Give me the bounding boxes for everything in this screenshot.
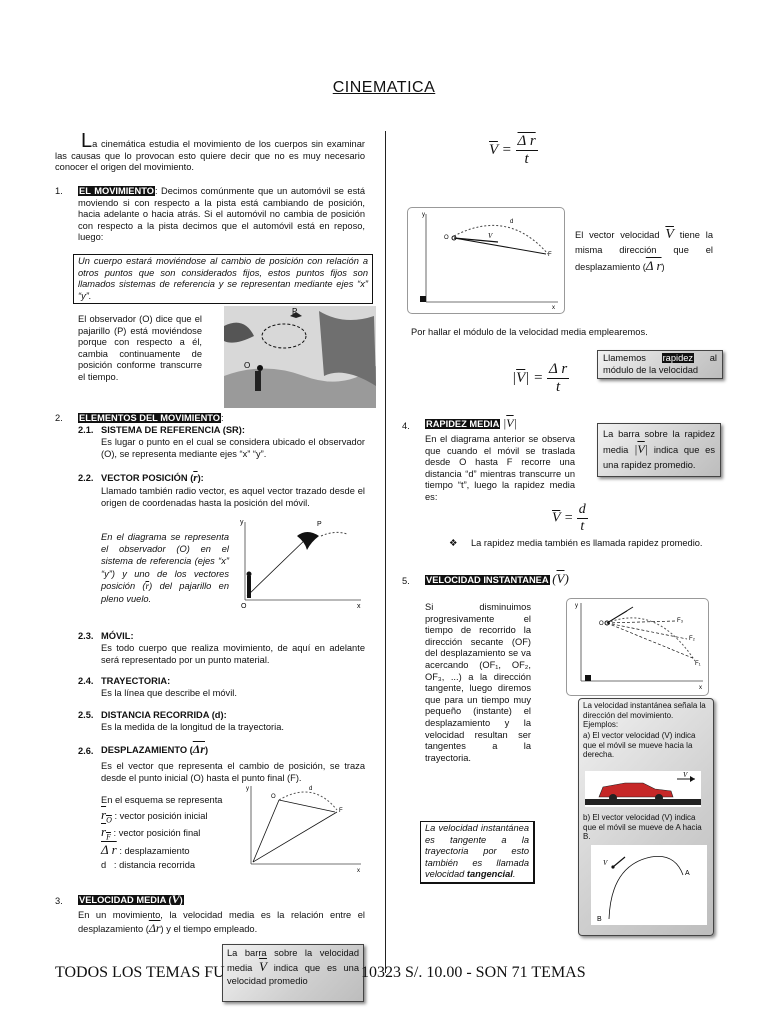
- section-3-text-b: ) y el tiempo empleado.: [160, 924, 258, 934]
- velocity-formula: $\overline{V}$ = $\frac{\text{Δ r}}{t}$: [489, 133, 536, 167]
- vel-text-a: El vector velocidad: [575, 230, 660, 240]
- s4-box-v-symbol: $|\overline{V}|$: [634, 442, 649, 456]
- section-5-number: 5.: [402, 576, 410, 586]
- car-illustration: [585, 771, 701, 807]
- scheme-ro: [101, 809, 207, 826]
- vf-v: $\overline{V}$: [489, 141, 498, 158]
- item-2-2-heading: [101, 473, 204, 485]
- vf-num: Δ r: [517, 133, 536, 149]
- velocity-vector-diagram: [407, 207, 565, 314]
- item-2-6-heading-text: DESPLAZAMIENTO (: [101, 745, 193, 755]
- scheme-d: d : distancia recorrida: [101, 860, 196, 870]
- item-2-1-text: Es lugar o punto en el cual se considera ubicado el observador (O), se representa mediante ejes “x” “y”.: [101, 437, 365, 459]
- section-3-heading: [78, 892, 184, 906]
- vel-delta-r: Δ r: [645, 258, 662, 273]
- rapidez-box-hl: rapidez: [662, 353, 694, 363]
- vector-r-symbol: $\overline{r}$: [193, 472, 198, 484]
- section-2-colon: :: [221, 413, 224, 423]
- footer-left: TODOS LOS TEMAS FU: [55, 964, 225, 981]
- section-4-bullet: La rapidez media también es llamada rapidez promedio.: [471, 538, 703, 548]
- section-4-text: En el diagrama anterior se observa que cuando el móvil se traslada desde O hasta F recorre una distancia “d” mientras transcurre un tiempo “t”, luego la rapidez media es:: [425, 434, 575, 502]
- mf-num: Δ r: [549, 361, 568, 377]
- msf-v: $\overline{V}$: [552, 510, 561, 526]
- car-v-label: V: [683, 771, 688, 779]
- vf-den: t: [524, 151, 529, 167]
- item-2-2-heading-text: VECTOR POSICIÓN (: [101, 473, 194, 483]
- label-x-4: x: [552, 305, 555, 311]
- section-2-number: 2.: [55, 413, 63, 423]
- s4-box-b: indica que es una rapidez promedio.: [603, 445, 715, 470]
- section-4-heading: RAPIDEZ MEDIA: [426, 419, 500, 429]
- mean-speed-formula: $\overline{V}$ = $\frac{d}{t}$: [552, 502, 586, 534]
- section-2-heading: ELEMENTOS DEL MOVIMIENTO: [79, 413, 221, 423]
- label-O-3: O: [271, 794, 276, 800]
- rf-symbol: $r_F$: [101, 824, 111, 842]
- displacement-diagram: [243, 782, 365, 872]
- label-P: P: [292, 307, 298, 316]
- item-2-1-heading: SISTEMA DE REFERENCIA (SR):: [101, 425, 245, 435]
- section-3-delta-r: $\overline{\Delta r}$: [148, 921, 161, 935]
- section-5-text: Si disminuimos progresivamente el tiempo de recorrido la dirección secante (OF) del desplazamiento se va acercando (OF₁, OF₂, OF₃, ...) a la dirección tangente, luego diremos que para un tiempo muy pequeño (instante) el desplazamiento y la velocidad resultan ser tangentes a la trayectoria.: [425, 602, 531, 763]
- item-2-6-text: Es el vector que representa el cambio de posición, se traza desde el punto inicial (O) hasta el punto final (F).: [101, 761, 365, 783]
- label-x-3: x: [357, 868, 360, 872]
- item-2-6-heading: [101, 744, 208, 757]
- label-O-2: O: [241, 603, 247, 610]
- item-2-6-heading-tail: ): [204, 745, 209, 755]
- label-O-4: O: [444, 235, 449, 241]
- observer-text: El observador (O) dice que el pajarillo (P) está moviéndose porque con respecto a él, cambia continuamente de posición conforme transcurre el tiempo.: [78, 314, 202, 382]
- rapidez-bar-note-box: [597, 423, 721, 477]
- bottom-box-text-b: indica que es una velocidad promedio: [227, 963, 359, 986]
- s4-box-a: La barra sobre la rapidez media: [603, 429, 715, 455]
- s4-v: $\overline{V}$: [506, 416, 514, 430]
- label-F-3: F: [339, 808, 343, 814]
- item-2-5-text: Es la medida de la longitud de la trayectoria.: [101, 722, 284, 732]
- tangent-box-bold: tangencial: [466, 869, 513, 880]
- label-y-3: y: [246, 786, 249, 792]
- s4-box-v: $\overline{V}$: [637, 442, 645, 456]
- label-P-2: P: [317, 521, 322, 528]
- mf-den: t: [556, 379, 561, 395]
- diagram-vector-r: $\overline{r}$: [145, 581, 150, 592]
- item-2-3-number: 2.3.: [78, 631, 94, 641]
- section-4-number: 4.: [402, 421, 410, 431]
- scheme-intro: En el esquema se representa: [101, 795, 223, 805]
- label-O-5: O: [599, 621, 604, 627]
- velocity-symbol: $\overline{V}$: [171, 892, 180, 906]
- msf-den: t: [580, 519, 585, 534]
- label-A: A: [685, 870, 690, 877]
- diagram-text-b: ) del pajarillo en pleno vuelo.: [101, 580, 229, 605]
- page-title: CINEMATICA: [332, 79, 436, 96]
- rapidez-box-b: al módulo de la velocidad: [603, 353, 717, 375]
- rf-label: : vector posición final: [113, 828, 201, 838]
- section-3-text-a: En un movimiento, la velocidad media es la relación entre el desplazamiento (: [78, 910, 365, 934]
- item-2-4-number: 2.4.: [78, 676, 94, 686]
- bullet-diamond-icon: ❖: [449, 538, 458, 548]
- velocity-direction-text: El vector velocidad $\overline{V}$ tiene la misma dirección que el desplazamiento (Δ r): [575, 227, 714, 273]
- ro-symbol: $r_O$: [101, 807, 112, 825]
- footer-right: 10323 S/. 10.00 - SON 71 TEMAS: [361, 964, 586, 981]
- label-O: O: [244, 361, 251, 370]
- delta-r-symbol: $\overline{\Delta r}$: [192, 742, 205, 756]
- vel-v-symbol: $\overline{V}$: [665, 227, 674, 242]
- section-5-heading: VELOCIDAD INSTANTANEA: [426, 575, 549, 585]
- movement-definition-box: Un cuerpo estará moviéndose al cambio de posición con relación a otros puntos que son considerados fijos, estos puntos fijos son llamados sistemas de referencia y se representan mediante ejes “x” “y”.: [73, 254, 373, 304]
- label-d-4: d: [510, 219, 514, 225]
- label-x-2: x: [357, 603, 361, 610]
- item-2-5-number: 2.5.: [78, 710, 94, 720]
- examples-text-c: b) El vector velocidad (V) indica que el móvil se mueve de A hacia B.: [583, 813, 702, 842]
- section-5-v-symbol: $(\overline{V})$: [552, 571, 569, 586]
- section-5-heading-row: [425, 573, 569, 587]
- column-divider: [385, 131, 386, 973]
- item-2-4-text: Es la línea que describe el móvil.: [101, 688, 237, 698]
- item-2-2-heading-tail: ):: [197, 473, 204, 483]
- velocity-bar-note-box: [222, 944, 364, 1002]
- item-2-6-number: 2.6.: [78, 746, 94, 756]
- item-2-2-text: Llamado también radio vector, es aquel vector trazado desde el origen de coordenadas hasta la posición del móvil.: [101, 486, 365, 508]
- rapidez-definition-box: [597, 350, 723, 379]
- modulo-text: Por hallar el módulo de la velocidad media emplearemos.: [411, 327, 648, 337]
- item-2-2-diagram-text: [101, 531, 229, 605]
- intro-text: a cinemática estudia el movimiento de los cuerpos sin examinar las causas que lo provocan esto quiere decir que no es muy necesario conocer el origen del movimiento.: [55, 139, 365, 173]
- section-1-text: : Decimos comúnmente que un automóvil se está moviendo si con respecto a la pista está cambiando de posición, hacia adelante o hacia atrás. Si el automóvil no cambia de posición con respecto a la pista decimos que el automóvil está en reposo, luego:: [78, 186, 365, 243]
- section-3-heading-tail: ): [179, 895, 183, 905]
- label-F2: F₂: [689, 636, 695, 642]
- label-y-5: y: [575, 603, 578, 609]
- label-F1: F₁: [695, 661, 701, 667]
- scheme-dr: [101, 844, 190, 858]
- s5-v: $\overline{V}$: [556, 571, 565, 586]
- scheme-rf: [101, 826, 200, 843]
- position-vector-diagram: [237, 518, 365, 610]
- examples-text-a: La velocidad instantánea señala la dirección del movimiento. Ejemplos:: [583, 701, 706, 730]
- section-3-number: 3.: [55, 896, 63, 906]
- section-3-heading-text: VELOCIDAD MEDIA (: [79, 895, 172, 905]
- label-F-4: F: [548, 252, 552, 258]
- tangential-velocity-box: La velocidad instantánea es tangente a la trayectoria por esto también es llamada velocidad tangencial.: [420, 821, 535, 884]
- section-4-heading-row: [425, 418, 517, 431]
- bottom-box-text-a: La barra sobre la velocidad media: [227, 948, 359, 973]
- velocity-examples-panel: [578, 698, 714, 936]
- vel-text-b: tiene la misma dirección que el desplazamiento (: [575, 230, 714, 272]
- mf-v: $\overline{V}$: [516, 369, 526, 386]
- section-4-v-symbol: $|\overline{V}|$: [502, 416, 517, 430]
- item-2-2-number: 2.2.: [78, 473, 94, 483]
- item-2-1-number: 2.1.: [78, 425, 94, 435]
- label-B: B: [597, 916, 602, 923]
- label-d-3: d: [309, 786, 313, 792]
- section-1-body: [78, 186, 365, 244]
- intro-paragraph: [55, 130, 365, 174]
- section-1-number: 1.: [55, 186, 63, 196]
- observer-bird-illustration: [224, 306, 376, 408]
- rapidez-box-a: Llamemos: [603, 353, 646, 363]
- item-2-3-text: Es todo cuerpo que realiza movimiento, de aquí en adelante será representado por un punto material.: [101, 643, 365, 665]
- item-2-3-heading: MÓVIL:: [101, 631, 134, 641]
- ab-v-label: V: [603, 859, 608, 867]
- bottom-box-v-symbol: $\overline{V}$: [259, 959, 267, 974]
- label-F3: F₃: [677, 618, 684, 624]
- tangent-box-text: La velocidad instantánea es tangente a la trayectoria por esto también es llamada velocidad: [425, 823, 529, 880]
- section-1-heading: EL MOVIMIENTO: [79, 186, 154, 196]
- instantaneous-velocity-diagram: [566, 598, 709, 696]
- examples-text-b: a) El vector velocidad (V) indica que el móvil se mueve hacia la derecha.: [583, 731, 696, 760]
- label-V-4: V: [488, 232, 493, 240]
- diagram-text-a: En el diagrama se representa el observador (O) en el sistema de referencia (ejes “x” “y”) y uno de los vectores posición (: [101, 532, 229, 591]
- drop-cap: L: [81, 130, 93, 152]
- section-2-heading-row: [78, 413, 224, 425]
- label-x-5: x: [699, 685, 702, 691]
- dr-label: : desplazamiento: [119, 846, 190, 856]
- ro-label: : vector posición inicial: [114, 811, 208, 821]
- item-2-5-heading: DISTANCIA RECORRIDA (d):: [101, 710, 227, 720]
- msf-num: d: [578, 502, 586, 517]
- ab-trajectory-diagram: [591, 845, 707, 925]
- item-2-4-heading: TRAYECTORIA:: [101, 676, 171, 686]
- speed-modulus-formula: $|\overline{V}|$ = $\frac{\text{Δ r}}{t}$: [512, 361, 568, 395]
- section-3-text: [78, 909, 365, 936]
- label-y-2: y: [240, 519, 244, 526]
- section-3-heading-row: [78, 894, 184, 907]
- label-y-4: y: [422, 212, 425, 218]
- dr-symbol: Δ r: [101, 842, 117, 857]
